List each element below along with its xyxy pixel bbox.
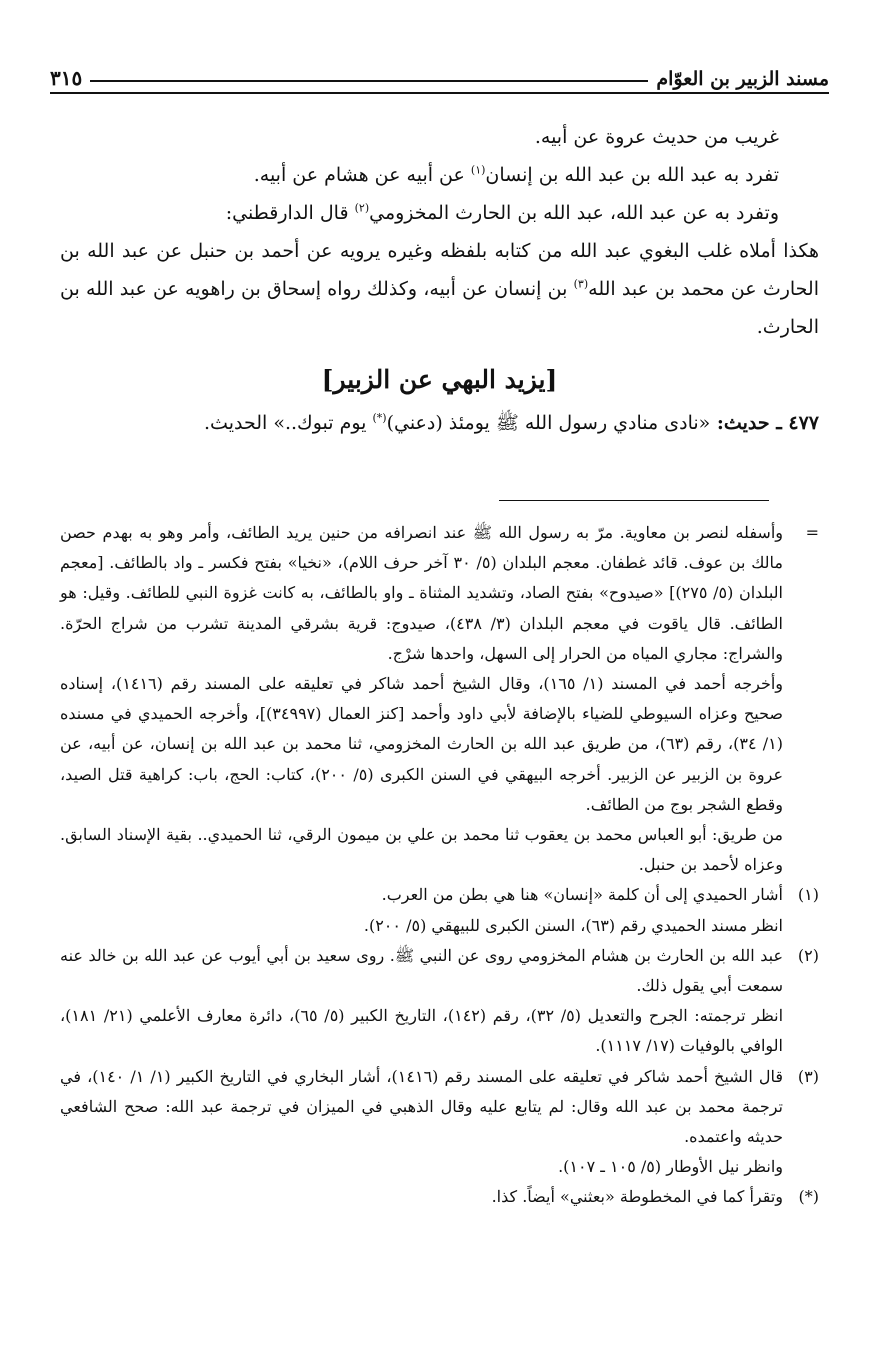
header-leader-line [90, 80, 648, 82]
footnote-paragraph: انظر مسند الحميدي رقم (٦٣)، السنن الكبرى للبيهقي (٥/ ٢٠٠). [363, 915, 783, 935]
footnote-paragraph: وانظر نيل الأوطار (٥/ ١٠٥ ـ ١٠٧). [558, 1157, 783, 1177]
footnote-paragraph: قال الشيخ أحمد شاكر في تعليقه على المسند رقم (١٤١٦)، أشار البخاري في التاريخ الكبير (١/ ١/ ١٤٠)، في ترجمة محمد بن عبد الله وقال: لم يتابع عليه وقال الذهبي في الميزان في ترجمة عبد الله: صحح الشافعي حديثه واعتمده. [60, 1066, 784, 1147]
footnote-marker: (٣) [797, 1066, 819, 1086]
paragraph-2 [60, 156, 819, 194]
footnote-2 [60, 941, 819, 1062]
section-heading: [يزيد البهي عن الزبير] [321, 365, 558, 394]
main-text [60, 118, 819, 442]
footnote-body [60, 518, 783, 880]
footnote-star [60, 1182, 819, 1212]
footnote-body [60, 1062, 783, 1183]
footnotes-section [60, 518, 819, 1213]
footnote-ref-1[interactable]: (١) [470, 163, 486, 177]
footnote-marker: (١) [797, 885, 819, 905]
footnote-paragraph: وتقرأ كما في المخطوطة «بعثني» أيضاً. كذا. [491, 1187, 783, 1207]
footnote-ref-3[interactable]: (٣) [573, 277, 589, 291]
footnote-separator [499, 500, 769, 501]
footnote-paragraph: وأخرجه أحمد في المسند (١/ ١٦٥)، وقال الشيخ أحمد شاكر في تعليقه على المسند رقم (١٤١٦)، إسناده صحيح وعزاه السيوطي للضياء بالإضافة لأبي داود وأحمد [كنز العمال (٣٤٩٩٧)]، وأخرجه الحميدي في مسنده (١/ ٣٤)، رقم (٦٣)، من طريق عبد الله بن الحارث المخزومي، ثنا محمد بن عبد الله بن إنسان، عن أبيه، عن عروة بن الزبير عن الزبير. أخرجه البيهقي في السنن الكبرى (٥/ ٢٠٠)، كتاب: الحج، باب: كراهية قتل الصيد، وقطع الشجر بوج من الطائف. [60, 674, 784, 814]
hadith-text-b: يوم تبوك..» الحديث. [204, 412, 373, 434]
footnote-ref-2[interactable]: (٢) [354, 201, 370, 215]
paragraph-1 [60, 118, 819, 156]
footnote-marker: (*) [798, 1187, 819, 1207]
paragraph-4-text-b: بن إنسان عن أبيه، وكذلك رواه إسحاق بن راهويه عن عبد الله بن الحارث. [60, 278, 819, 338]
running-title: مسند الزبير بن العوّام [656, 68, 829, 90]
footnote-paragraph: عبد الله بن الحارث بن هشام المخزومي روى عن النبي ﷺ. روى سعيد بن أبي أيوب عن عبد الله بن خالد عنه سمعت أبي يقول ذلك. [60, 945, 783, 996]
hadith-number: ٤٧٧ [788, 412, 819, 434]
footnote-body [60, 880, 783, 940]
paragraph-1-text: غريب من حديث عروة عن أبيه. [534, 126, 779, 148]
footnote-paragraph: انظر ترجمته: الجرح والتعديل (٥/ ٣٢)، رقم (١٤٢)، التاريخ الكبير (٥/ ٦٥)، دائرة معارف الأعلمي (٢١/ ١٨١)، الوافي بالوفيات (١٧/ ١١١٧). [60, 1006, 784, 1056]
footnote-ref-star[interactable]: (*) [372, 411, 387, 425]
footnote-3 [60, 1062, 819, 1183]
footnote-paragraph: وأسفله لنصر بن معاوية. مرّ به رسول الله ﷺ عند انصرافه من حنين يريد الطائف، وأمر وهو به بهدم حصن مالك بن عوف. قائد غطفان. معجم البلدان (٥/ ٣٠ آخر حرف اللام)، «نخيا» بفتح فكسر ـ واد بالطائف. [معجم البلدان (٥/ ٢٧٥)] «صيدوح» بفتح الصاد، وتشديد المثناة ـ واو بالطائف، به كانت غزوة النبي للطائف. وقيل: هو الطائف. قال ياقوت في معجم البلدان (٣/ ٤٣٨)، صيدوج: قرية بشرقي المدينة تشرب من شراج الحرّة. والشراج: مجاري المياه من الحرار إلى السهل، واحدها شرْج. [60, 523, 784, 663]
hadith-label: ـ حديث: [710, 412, 789, 434]
hadith-entry [60, 404, 819, 442]
footnote-marker: = [805, 523, 819, 542]
paragraph-2-text-a: تفرد به عبد الله بن عبد الله بن إنسان [485, 164, 779, 186]
hadith-text-a: «نادى منادي رسول الله ﷺ يومئذ (دعني) [386, 412, 711, 434]
paragraph-3-text-a: وتفرد به عن عبد الله، عبد الله بن الحارث المخزومي [369, 202, 779, 224]
paragraph-2-text-b: عن أبيه عن هشام عن أبيه. [253, 164, 471, 186]
paragraph-3 [60, 194, 819, 232]
paragraph-4 [60, 232, 819, 346]
footnote-body [60, 1182, 783, 1212]
footnote-paragraph: من طريق: أبو العباس محمد بن يعقوب ثنا محمد بن علي بن ميمون الرقي، ثنا الحميدي.. بقية الإسناد السابق. وعزاه لأحمد بن حنبل. [60, 825, 783, 875]
header-rule [50, 92, 829, 94]
footnote-marker: (٢) [797, 945, 819, 965]
book-page [50, 0, 829, 1371]
page-number: ٣١٥ [50, 66, 83, 90]
footnote-paragraph: أشار الحميدي إلى أن كلمة «إنسان» هنا هي بطن من العرب. [381, 885, 783, 905]
footnote-continuation [60, 518, 819, 880]
paragraph-4-text-a: هكذا أملاه غلب البغوي عبد الله من كتابه بلفظه وغيره يرويه عن أحمد بن حنبل عن عبد الله بن الحارث عن محمد بن عبد الله [60, 240, 819, 300]
footnote-1 [60, 880, 819, 940]
footnote-body [60, 941, 783, 1062]
page-header [50, 50, 829, 90]
paragraph-3-text-b: قال الدارقطني: [225, 202, 355, 224]
